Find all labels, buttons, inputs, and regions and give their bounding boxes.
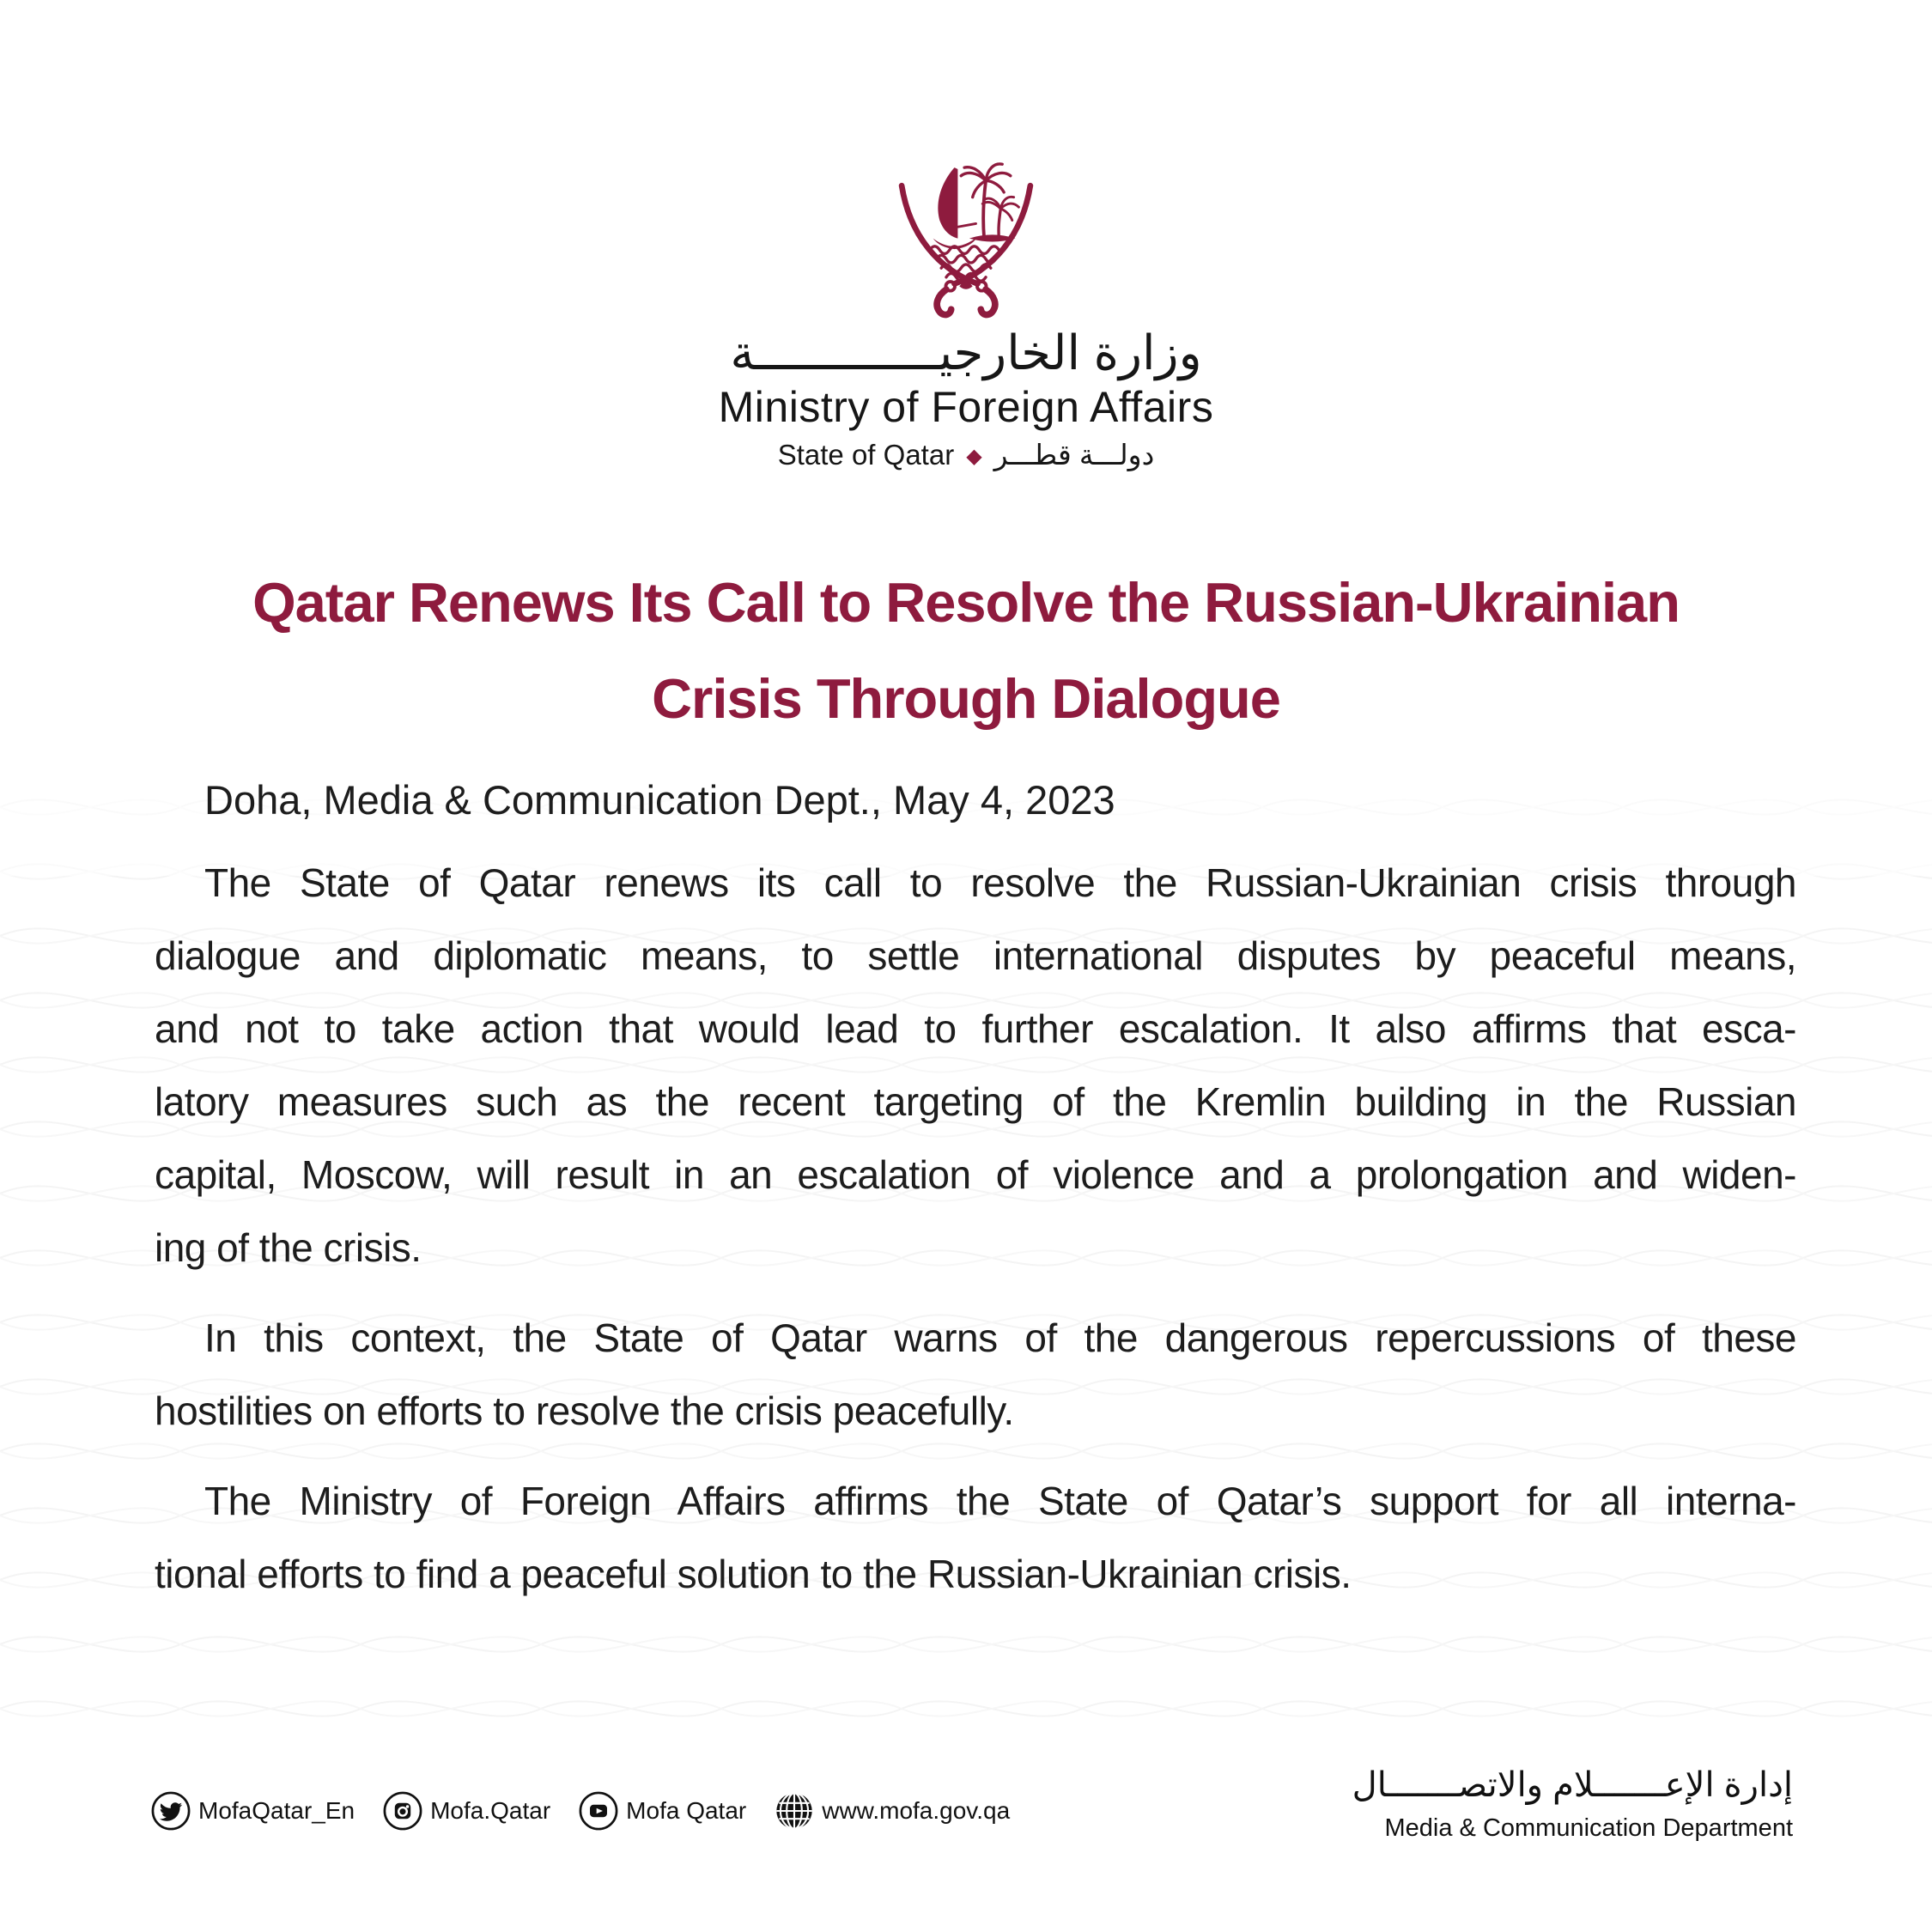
twitter-handle: MofaQatar_En (198, 1797, 355, 1824)
paragraph-2 (155, 1302, 1796, 1448)
text-line: latory measures such as the recent targeting of the Kremlin building in the Russian (155, 1079, 1796, 1124)
paragraph-1 (155, 847, 1796, 1285)
globe-icon (775, 1791, 814, 1831)
ministry-name-arabic: وزارة الخارجيـــــــــــــة (730, 325, 1202, 380)
instagram-handle: Mofa.Qatar (430, 1797, 551, 1824)
social-link-youtube[interactable] (579, 1791, 746, 1831)
paragraph-3 (155, 1465, 1796, 1611)
social-link-instagram[interactable] (383, 1791, 550, 1831)
title-line-1: Qatar Renews Its Call to Resolve the Russian-Ukrainian (252, 571, 1680, 634)
text-line: The Ministry of Foreign Affairs affirms the State of Qatar’s support for all interna- (204, 1479, 1796, 1523)
text-line: The State of Qatar renews its call to resolve the Russian-Ukrainian crisis through (204, 860, 1796, 905)
state-of-qatar-line (0, 438, 1932, 474)
diamond-separator-icon: ◆ (966, 445, 982, 468)
title-line-2: Crisis Through Dialogue (652, 667, 1280, 730)
social-link-twitter[interactable] (151, 1791, 355, 1831)
header (0, 144, 1932, 474)
ministry-name-english: Ministry of Foreign Affairs (718, 383, 1214, 431)
state-of-qatar-english: State of Qatar (777, 439, 955, 471)
instagram-icon (383, 1791, 422, 1831)
text-line: dialogue and diplomatic means, to settle international disputes by peaceful means, (155, 933, 1796, 978)
text-line: ing of the crisis. (155, 1225, 422, 1270)
department-name-arabic: إدارة الإعـــــــلام والاتصـــــــال (1352, 1766, 1793, 1804)
qatar-mofa-emblem (884, 144, 1048, 319)
youtube-handle: Mofa Qatar (626, 1797, 747, 1824)
website-url: www.mofa.gov.qa (822, 1797, 1011, 1824)
article-body (155, 847, 1796, 1628)
text-line: capital, Moscow, will result in an escalation of violence and a prolongation and widen- (155, 1152, 1796, 1197)
twitter-icon (151, 1791, 191, 1831)
text-line: In this context, the State of Qatar warns of the dangerous repercussions of these (204, 1315, 1796, 1360)
department-block (1352, 1762, 1793, 1846)
website-link[interactable] (775, 1791, 1010, 1831)
text-line: and not to take action that would lead to further escalation. It also affirms that esca- (155, 1006, 1796, 1051)
department-name-english: Media & Communication Department (1384, 1814, 1793, 1842)
state-of-qatar-arabic: دولـــة قطـــر (993, 439, 1155, 471)
youtube-icon (579, 1791, 618, 1831)
dateline: Doha, Media & Communication Dept., May 4, 2023 (204, 777, 1115, 823)
text-line: hostilities on efforts to resolve the crisis peacefully. (155, 1388, 1014, 1433)
text-line: tional efforts to find a peaceful solution to the Russian-Ukrainian crisis. (155, 1552, 1352, 1596)
social-links-row (151, 1791, 1010, 1831)
page-title (146, 555, 1786, 747)
